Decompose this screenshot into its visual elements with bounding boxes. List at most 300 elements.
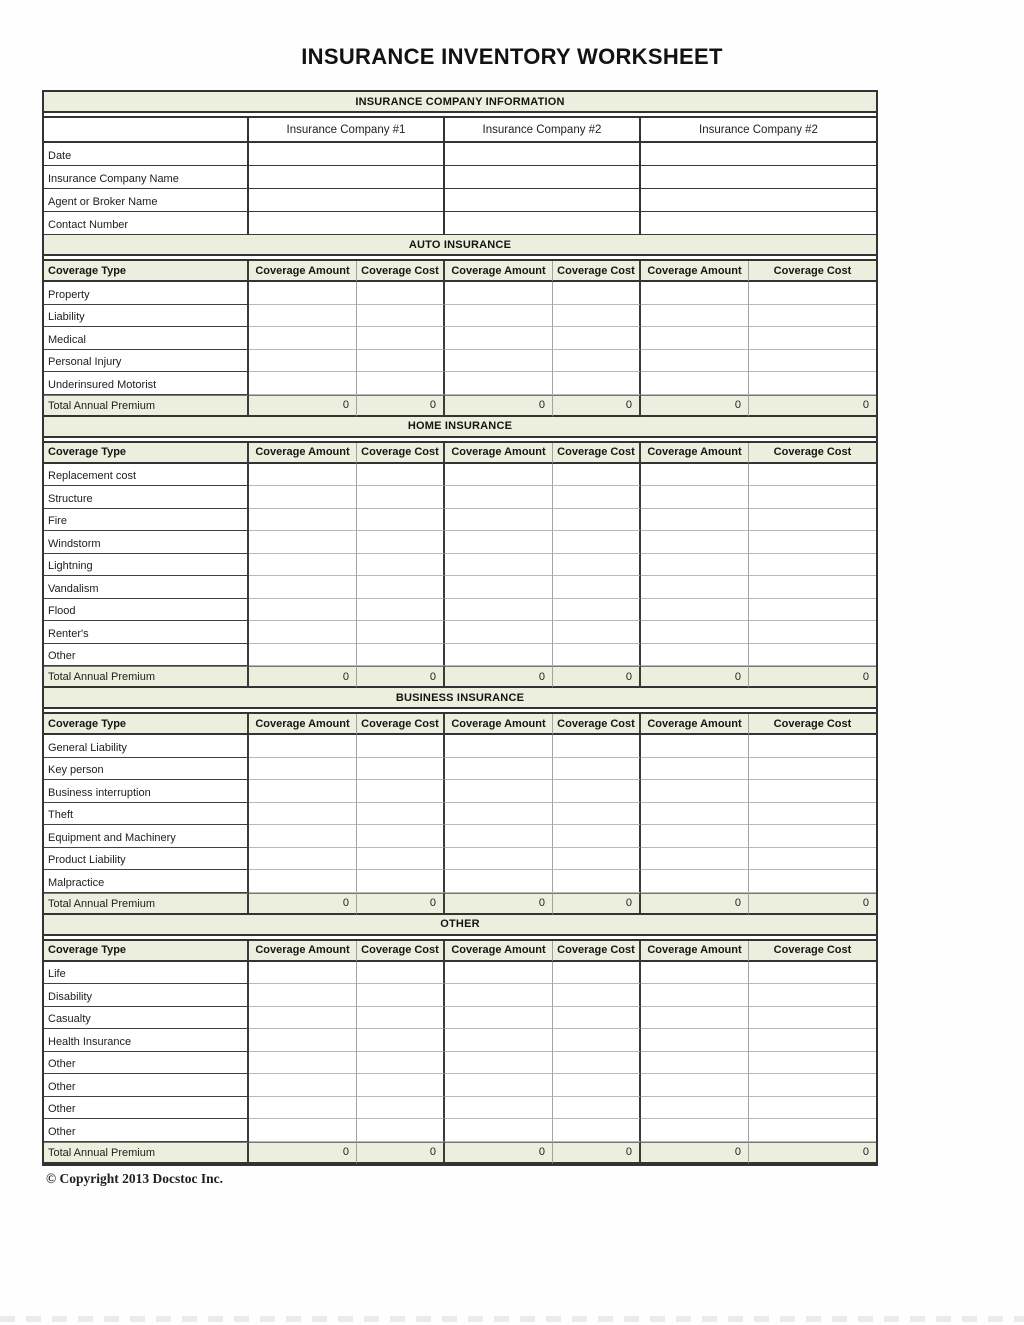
entry-cell xyxy=(357,554,445,577)
entry-cell xyxy=(641,212,876,235)
entry-cell xyxy=(641,962,749,985)
entry-cell xyxy=(553,1074,641,1097)
coverage-row xyxy=(44,825,876,848)
coverage-amount-header: Coverage Amount xyxy=(641,261,749,282)
coverage-row xyxy=(44,1097,876,1120)
entry-cell xyxy=(445,1052,553,1075)
entry-cell xyxy=(249,984,357,1007)
total-label: Total Annual Premium xyxy=(44,1142,249,1164)
entry-cell xyxy=(749,576,876,599)
entry-cell xyxy=(249,531,357,554)
entry-cell xyxy=(249,848,357,871)
entry-cell xyxy=(249,189,445,212)
entry-cell xyxy=(249,1007,357,1030)
entry-cell xyxy=(357,1074,445,1097)
coverage-amount-header: Coverage Amount xyxy=(249,941,357,962)
entry-cell xyxy=(445,758,553,781)
total-label: Total Annual Premium xyxy=(44,395,249,417)
coverage-row xyxy=(44,870,876,893)
entry-cell xyxy=(249,282,357,305)
section-header xyxy=(44,417,876,438)
row-label: Theft xyxy=(44,803,249,826)
entry-cell xyxy=(749,486,876,509)
total-value: 0 xyxy=(249,893,357,915)
row-label: Disability xyxy=(44,984,249,1007)
coverage-row xyxy=(44,305,876,328)
entry-cell xyxy=(641,1029,749,1052)
entry-cell xyxy=(553,870,641,893)
entry-cell xyxy=(445,554,553,577)
coverage-row xyxy=(44,758,876,781)
row-label: Equipment and Machinery xyxy=(44,825,249,848)
entry-cell xyxy=(249,1052,357,1075)
entry-cell xyxy=(641,780,749,803)
entry-cell xyxy=(641,870,749,893)
entry-cell xyxy=(553,644,641,667)
entry-cell xyxy=(357,1119,445,1142)
coverage-header-row xyxy=(44,941,876,962)
total-row xyxy=(44,893,876,915)
entry-cell xyxy=(641,1074,749,1097)
coverage-header-row xyxy=(44,443,876,464)
total-value: 0 xyxy=(749,395,876,417)
entry-cell xyxy=(641,803,749,826)
coverage-amount-header: Coverage Amount xyxy=(445,261,553,282)
entry-cell xyxy=(249,372,357,395)
entry-cell xyxy=(445,1119,553,1142)
entry-cell xyxy=(445,509,553,532)
total-value: 0 xyxy=(553,1142,641,1164)
entry-cell xyxy=(445,599,553,622)
total-value: 0 xyxy=(445,395,553,417)
entry-cell xyxy=(357,825,445,848)
info-row xyxy=(44,212,876,235)
total-value: 0 xyxy=(357,395,445,417)
entry-cell xyxy=(357,1052,445,1075)
entry-cell xyxy=(553,531,641,554)
entry-cell xyxy=(445,803,553,826)
coverage-header-row xyxy=(44,714,876,735)
entry-cell xyxy=(357,531,445,554)
coverage-cost-header: Coverage Cost xyxy=(553,261,641,282)
entry-cell xyxy=(249,1119,357,1142)
entry-cell xyxy=(249,803,357,826)
entry-cell xyxy=(749,1097,876,1120)
row-label: Other xyxy=(44,1052,249,1075)
coverage-header-row xyxy=(44,261,876,282)
entry-cell xyxy=(641,166,876,189)
row-label: Other xyxy=(44,1097,249,1120)
page-title: INSURANCE INVENTORY WORKSHEET xyxy=(301,44,723,69)
copyright-notice: © Copyright 2013 Docstoc Inc. xyxy=(46,1171,223,1186)
entry-cell xyxy=(445,350,553,373)
entry-cell xyxy=(749,870,876,893)
entry-cell xyxy=(357,464,445,487)
entry-cell xyxy=(357,509,445,532)
entry-cell xyxy=(749,825,876,848)
row-label: Fire xyxy=(44,509,249,532)
entry-cell xyxy=(641,143,876,166)
entry-cell xyxy=(749,962,876,985)
entry-cell xyxy=(249,1097,357,1120)
entry-cell xyxy=(749,1074,876,1097)
entry-cell xyxy=(641,621,749,644)
row-label: Other xyxy=(44,644,249,667)
coverage-cost-header: Coverage Cost xyxy=(749,261,876,282)
entry-cell xyxy=(553,825,641,848)
entry-cell xyxy=(249,576,357,599)
entry-cell xyxy=(445,1074,553,1097)
row-label: Date xyxy=(44,143,249,166)
row-label: Underinsured Motorist xyxy=(44,372,249,395)
entry-cell xyxy=(553,735,641,758)
row-label: Health Insurance xyxy=(44,1029,249,1052)
section-title: INSURANCE COMPANY INFORMATION xyxy=(355,95,565,108)
row-label: Structure xyxy=(44,486,249,509)
coverage-row xyxy=(44,803,876,826)
entry-cell xyxy=(445,621,553,644)
section-header xyxy=(44,688,876,709)
entry-cell xyxy=(445,984,553,1007)
coverage-type-header: Coverage Type xyxy=(44,261,249,282)
company-header-row xyxy=(44,118,876,143)
row-label: Personal Injury xyxy=(44,350,249,373)
entry-cell xyxy=(357,621,445,644)
row-label: Flood xyxy=(44,599,249,622)
coverage-cost-header: Coverage Cost xyxy=(749,941,876,962)
entry-cell xyxy=(249,486,357,509)
coverage-row xyxy=(44,962,876,985)
coverage-cost-header: Coverage Cost xyxy=(749,714,876,735)
entry-cell xyxy=(249,1029,357,1052)
row-label: Malpractice xyxy=(44,870,249,893)
coverage-amount-header: Coverage Amount xyxy=(249,714,357,735)
entry-cell xyxy=(641,1007,749,1030)
entry-cell xyxy=(553,1119,641,1142)
company-column-header: Insurance Company #2 xyxy=(445,118,641,143)
entry-cell xyxy=(357,576,445,599)
total-value: 0 xyxy=(249,666,357,688)
entry-cell xyxy=(249,780,357,803)
entry-cell xyxy=(445,166,641,189)
entry-cell xyxy=(641,554,749,577)
entry-cell xyxy=(553,1052,641,1075)
coverage-row xyxy=(44,735,876,758)
entry-cell xyxy=(641,305,749,328)
coverage-row xyxy=(44,1029,876,1052)
row-label: Renter's xyxy=(44,621,249,644)
total-value: 0 xyxy=(357,1142,445,1164)
row-label: Casualty xyxy=(44,1007,249,1030)
coverage-type-header: Coverage Type xyxy=(44,714,249,735)
entry-cell xyxy=(553,282,641,305)
entry-cell xyxy=(357,372,445,395)
entry-cell xyxy=(357,870,445,893)
row-label: Life xyxy=(44,962,249,985)
entry-cell xyxy=(641,644,749,667)
info-row xyxy=(44,166,876,189)
entry-cell xyxy=(445,735,553,758)
entry-cell xyxy=(445,282,553,305)
row-label: Insurance Company Name xyxy=(44,166,249,189)
total-value: 0 xyxy=(641,893,749,915)
entry-cell xyxy=(445,962,553,985)
entry-cell xyxy=(553,758,641,781)
row-label: Contact Number xyxy=(44,212,249,235)
entry-cell xyxy=(553,621,641,644)
entry-cell xyxy=(357,644,445,667)
entry-cell xyxy=(445,189,641,212)
coverage-amount-header: Coverage Amount xyxy=(641,941,749,962)
entry-cell xyxy=(357,848,445,871)
entry-cell xyxy=(249,825,357,848)
entry-cell xyxy=(641,189,876,212)
entry-cell xyxy=(249,644,357,667)
entry-cell xyxy=(357,803,445,826)
entry-cell xyxy=(249,621,357,644)
company-column-header: Insurance Company #2 xyxy=(641,118,876,143)
entry-cell xyxy=(249,509,357,532)
total-label: Total Annual Premium xyxy=(44,893,249,915)
coverage-row xyxy=(44,1007,876,1030)
total-value: 0 xyxy=(357,666,445,688)
info-row xyxy=(44,189,876,212)
row-label: Agent or Broker Name xyxy=(44,189,249,212)
section-title: BUSINESS INSURANCE xyxy=(395,691,525,704)
entry-cell xyxy=(357,1007,445,1030)
row-label: Lightning xyxy=(44,554,249,577)
entry-cell xyxy=(553,350,641,373)
entry-cell xyxy=(249,166,445,189)
entry-cell xyxy=(749,1052,876,1075)
entry-cell xyxy=(249,735,357,758)
section-header-company-info xyxy=(44,92,876,113)
entry-cell xyxy=(357,1097,445,1120)
entry-cell xyxy=(249,212,445,235)
entry-cell xyxy=(249,1074,357,1097)
coverage-row xyxy=(44,1052,876,1075)
row-label: Replacement cost xyxy=(44,464,249,487)
entry-cell xyxy=(445,1097,553,1120)
coverage-row xyxy=(44,599,876,622)
entry-cell xyxy=(641,486,749,509)
entry-cell xyxy=(357,1029,445,1052)
coverage-row xyxy=(44,984,876,1007)
total-value: 0 xyxy=(749,666,876,688)
entry-cell xyxy=(641,282,749,305)
section-header xyxy=(44,235,876,256)
entry-cell xyxy=(445,576,553,599)
entry-cell xyxy=(749,644,876,667)
entry-cell xyxy=(749,327,876,350)
entry-cell xyxy=(641,350,749,373)
entry-cell xyxy=(357,735,445,758)
entry-cell xyxy=(641,464,749,487)
entry-cell xyxy=(553,509,641,532)
entry-cell xyxy=(553,803,641,826)
entry-cell xyxy=(641,1119,749,1142)
coverage-row xyxy=(44,644,876,667)
coverage-row xyxy=(44,372,876,395)
entry-cell xyxy=(445,212,641,235)
entry-cell xyxy=(749,735,876,758)
entry-cell xyxy=(357,282,445,305)
entry-cell xyxy=(445,327,553,350)
entry-cell xyxy=(749,1007,876,1030)
coverage-row xyxy=(44,486,876,509)
entry-cell xyxy=(553,780,641,803)
entry-cell xyxy=(249,143,445,166)
entry-cell xyxy=(553,554,641,577)
entry-cell xyxy=(445,305,553,328)
coverage-cost-header: Coverage Cost xyxy=(357,443,445,464)
entry-cell xyxy=(445,848,553,871)
row-label: Other xyxy=(44,1074,249,1097)
coverage-row xyxy=(44,350,876,373)
entry-cell xyxy=(749,1119,876,1142)
coverage-cost-header: Coverage Cost xyxy=(553,714,641,735)
coverage-cost-header: Coverage Cost xyxy=(357,941,445,962)
row-label: Business interruption xyxy=(44,780,249,803)
entry-cell xyxy=(445,825,553,848)
coverage-row xyxy=(44,282,876,305)
coverage-row xyxy=(44,531,876,554)
entry-cell xyxy=(445,531,553,554)
coverage-cost-header: Coverage Cost xyxy=(553,443,641,464)
coverage-row xyxy=(44,780,876,803)
total-value: 0 xyxy=(553,395,641,417)
scan-edge-artifact xyxy=(0,1316,1024,1322)
entry-cell xyxy=(641,735,749,758)
coverage-type-header: Coverage Type xyxy=(44,443,249,464)
coverage-cost-header: Coverage Cost xyxy=(357,261,445,282)
row-label: General Liability xyxy=(44,735,249,758)
total-value: 0 xyxy=(749,1142,876,1164)
entry-cell xyxy=(249,962,357,985)
coverage-cost-header: Coverage Cost xyxy=(357,714,445,735)
entry-cell xyxy=(357,758,445,781)
entry-cell xyxy=(357,350,445,373)
coverage-amount-header: Coverage Amount xyxy=(641,443,749,464)
coverage-row xyxy=(44,464,876,487)
section-title: OTHER xyxy=(440,918,480,930)
entry-cell xyxy=(749,780,876,803)
entry-cell xyxy=(357,984,445,1007)
entry-cell xyxy=(749,758,876,781)
entry-cell xyxy=(641,576,749,599)
row-label: Product Liability xyxy=(44,848,249,871)
coverage-amount-header: Coverage Amount xyxy=(249,261,357,282)
entry-cell xyxy=(641,531,749,554)
total-value: 0 xyxy=(445,893,553,915)
total-value: 0 xyxy=(445,666,553,688)
entry-cell xyxy=(749,599,876,622)
entry-cell xyxy=(553,848,641,871)
total-value: 0 xyxy=(641,395,749,417)
entry-cell xyxy=(641,825,749,848)
entry-cell xyxy=(249,327,357,350)
entry-cell xyxy=(641,599,749,622)
entry-cell xyxy=(445,1007,553,1030)
entry-cell xyxy=(749,1029,876,1052)
row-label: Medical xyxy=(44,327,249,350)
entry-cell xyxy=(553,599,641,622)
total-row xyxy=(44,666,876,688)
entry-cell xyxy=(641,509,749,532)
worksheet-table xyxy=(42,90,878,1166)
row-label: Liability xyxy=(44,305,249,328)
section-header xyxy=(44,915,876,936)
entry-cell xyxy=(445,780,553,803)
entry-cell xyxy=(357,599,445,622)
entry-cell xyxy=(553,464,641,487)
entry-cell xyxy=(749,372,876,395)
entry-cell xyxy=(357,486,445,509)
entry-cell xyxy=(749,282,876,305)
entry-cell xyxy=(249,758,357,781)
row-label: Windstorm xyxy=(44,531,249,554)
row-label: Key person xyxy=(44,758,249,781)
entry-cell xyxy=(749,621,876,644)
total-value: 0 xyxy=(641,1142,749,1164)
coverage-type-header: Coverage Type xyxy=(44,941,249,962)
row-label: Vandalism xyxy=(44,576,249,599)
entry-cell xyxy=(445,464,553,487)
total-value: 0 xyxy=(249,1142,357,1164)
entry-cell xyxy=(553,1097,641,1120)
entry-cell xyxy=(553,327,641,350)
entry-cell xyxy=(445,372,553,395)
total-value: 0 xyxy=(641,666,749,688)
total-row xyxy=(44,395,876,417)
entry-cell xyxy=(249,350,357,373)
coverage-cost-header: Coverage Cost xyxy=(553,941,641,962)
entry-cell xyxy=(641,1052,749,1075)
coverage-amount-header: Coverage Amount xyxy=(641,714,749,735)
total-label: Total Annual Premium xyxy=(44,666,249,688)
entry-cell xyxy=(249,305,357,328)
entry-cell xyxy=(445,870,553,893)
coverage-row xyxy=(44,1119,876,1142)
coverage-row xyxy=(44,576,876,599)
entry-cell xyxy=(553,305,641,328)
coverage-amount-header: Coverage Amount xyxy=(445,443,553,464)
coverage-cost-header: Coverage Cost xyxy=(749,443,876,464)
total-value: 0 xyxy=(357,893,445,915)
entry-cell xyxy=(641,327,749,350)
entry-cell xyxy=(553,372,641,395)
coverage-row xyxy=(44,621,876,644)
entry-cell xyxy=(553,1007,641,1030)
entry-cell xyxy=(749,848,876,871)
entry-cell xyxy=(553,1029,641,1052)
coverage-amount-header: Coverage Amount xyxy=(249,443,357,464)
entry-cell xyxy=(553,486,641,509)
coverage-row xyxy=(44,554,876,577)
coverage-row xyxy=(44,327,876,350)
entry-cell xyxy=(749,984,876,1007)
entry-cell xyxy=(357,327,445,350)
entry-cell xyxy=(553,984,641,1007)
total-value: 0 xyxy=(553,666,641,688)
coverage-row xyxy=(44,848,876,871)
entry-cell xyxy=(641,984,749,1007)
entry-cell xyxy=(445,143,641,166)
entry-cell xyxy=(249,464,357,487)
entry-cell xyxy=(357,305,445,328)
row-label: Other xyxy=(44,1119,249,1142)
entry-cell xyxy=(641,848,749,871)
